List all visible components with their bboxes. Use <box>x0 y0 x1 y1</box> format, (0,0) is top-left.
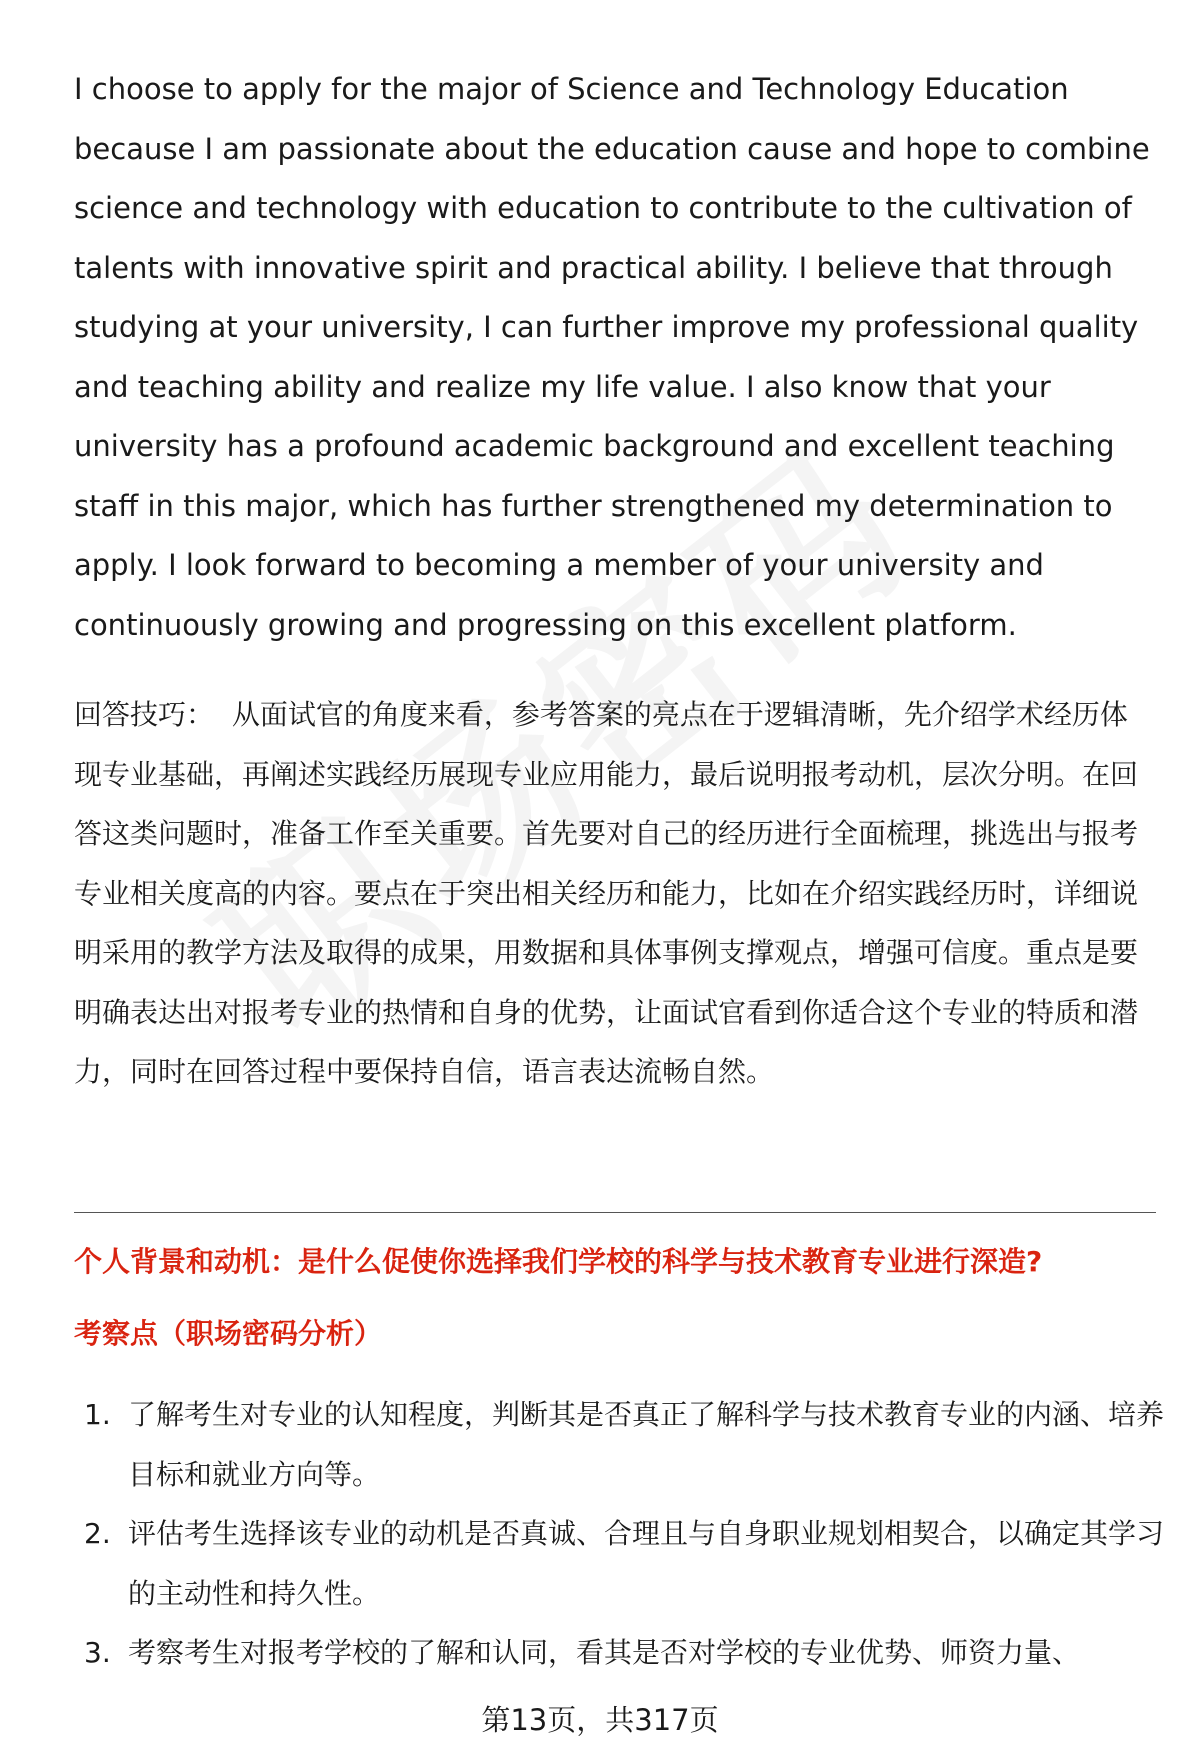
list-item-text: 了解考生对专业的认知程度，判断其是否真正了解科学与技术教育专业的内涵、培养目标和就业方向等。 <box>128 1398 1165 1491</box>
assessment-heading: 考察点（职场密码分析） <box>74 1317 383 1350</box>
list-item-text: 考察考生对报考学校的了解和认同，看其是否对学校的专业优势、师资力量、 <box>128 1636 1081 1669</box>
list-item-number: 1. <box>84 1398 111 1431</box>
page-number-footer: 第13页，共317页 <box>481 1703 719 1737</box>
list-item <box>74 1623 1164 1683</box>
list-item-number: 2. <box>84 1517 111 1550</box>
list-item-number: 3. <box>84 1636 111 1669</box>
answer-tips-text: 从面试官的角度来看，参考答案的亮点在于逻辑清晰，先介绍学术经历体现专业基础，再阐述实践经历展现专业应用能力，最后说明报考动机，层次分明。在回答这类问题时，准备工作至关重要。首先要对自己的经历进行全面梳理，挑选出与报考专业相关度高的内容。要点在于突出相关经历和能力，比如在介绍实践经历时，详细说明采用的教学方法及取得的成果，用数据和具体事例支撑观点，增强可信度。重点是要明确表达出对报考专业的热情和自身的优势，让面试官看到你适合这个专业的特质和潜力，同时在回答过程中要保持自信，语言表达流畅自然。 <box>74 698 1139 1088</box>
assessment-points-list <box>74 1385 1164 1683</box>
question-heading: 个人背景和动机：是什么促使你选择我们学校的科学与技术教育专业进行深造? <box>74 1245 1043 1278</box>
english-answer-paragraph: I choose to apply for the major of Science and Technology Education because I am passionate about the education cause and hope to combine science and technology with education to contribute to the cultivation of talents with innovative spirit and practical ability. I believe that through studying at your university, I can further improve my professional quality and teaching ability and realize my life value. I also know that your university has a profound academic background and excellent teaching staff in this major, which has further strengthened my determination to apply. I look forward to becoming a member of your university and continuously growing and progressing on this excellent platform. <box>74 72 1150 642</box>
list-item <box>74 1385 1164 1504</box>
answer-tips-paragraph <box>74 685 1154 1102</box>
list-item <box>74 1504 1164 1623</box>
section-divider <box>74 1212 1156 1213</box>
list-item-text: 评估考生选择该专业的动机是否真诚、合理且与自身职业规划相契合，以确定其学习的主动性和持久性。 <box>128 1517 1165 1610</box>
answer-tips-label: 回答技巧： <box>74 698 215 731</box>
